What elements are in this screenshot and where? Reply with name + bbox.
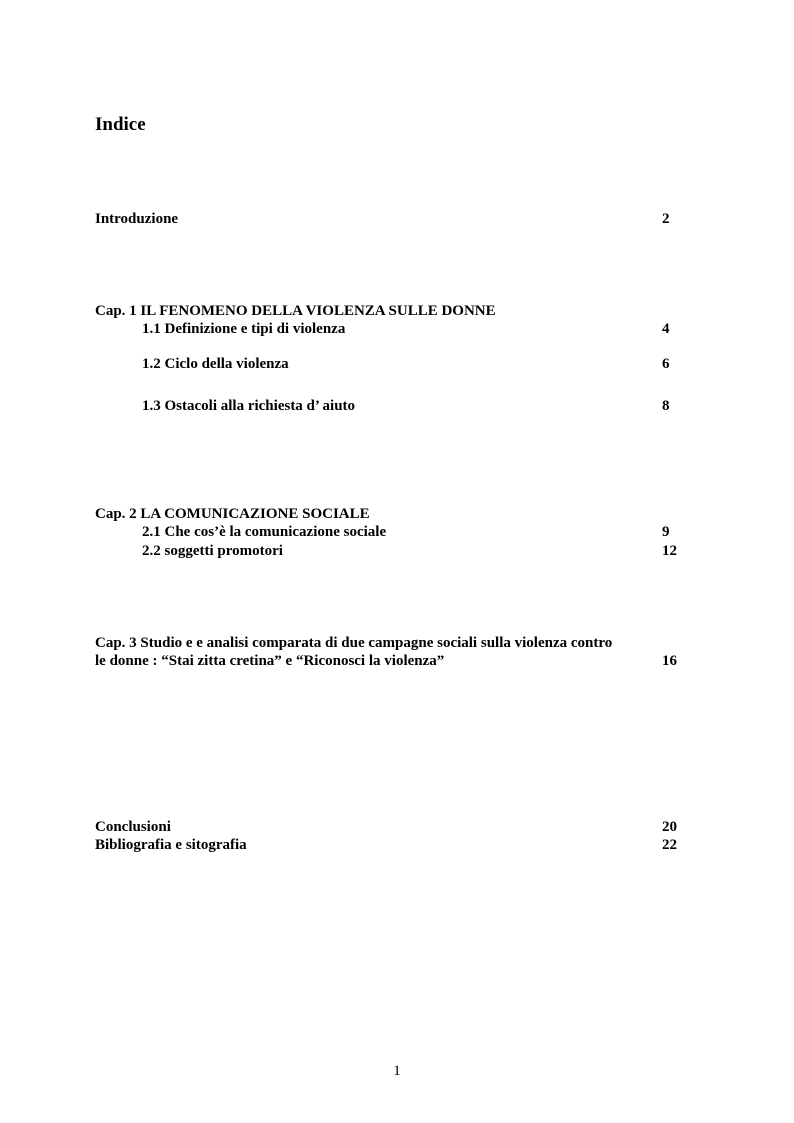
page-title: Indice: [95, 114, 146, 135]
toc-entry-1-1: 1.1 Definizione e tipi di violenza: [142, 321, 346, 337]
toc-page-introduzione: 2: [662, 211, 670, 227]
toc-chapter-1: Cap. 1 IL FENOMENO DELLA VIOLENZA SULLE DONNE: [95, 303, 496, 319]
toc-page-2-1: 9: [662, 524, 670, 540]
toc-entry-2-1: 2.1 Che cos’è la comunicazione sociale: [142, 524, 387, 540]
toc-page-conclusioni: 20: [662, 819, 677, 835]
toc-page-1-2: 6: [662, 356, 670, 372]
toc-page-bibliografia: 22: [662, 837, 677, 853]
toc-entry-2-2: 2.2 soggetti promotori: [142, 543, 283, 559]
toc-page-1-3: 8: [662, 398, 670, 414]
toc-page-1-1: 4: [662, 321, 670, 337]
toc-chapter-2: Cap. 2 LA COMUNICAZIONE SOCIALE: [95, 506, 370, 522]
toc-entry-conclusioni: Conclusioni: [95, 819, 171, 835]
page-number: 1: [393, 1063, 401, 1079]
toc-chapter-3: Cap. 3 Studio e e analisi comparata di due campagne sociali sulla violenza contro: [95, 635, 613, 651]
toc-page-chapter-3: 16: [662, 653, 677, 669]
toc-chapter-3-continued: le donne : “Stai zitta cretina” e “Riconosci la violenza”: [95, 653, 445, 669]
toc-page-2-2: 12: [662, 543, 677, 559]
toc-entry-1-2: 1.2 Ciclo della violenza: [142, 356, 289, 372]
toc-entry-bibliografia: Bibliografia e sitografia: [95, 837, 247, 853]
toc-entry-introduzione: Introduzione: [95, 211, 179, 227]
toc-entry-1-3: 1.3 Ostacoli alla richiesta d’ aiuto: [142, 398, 356, 414]
